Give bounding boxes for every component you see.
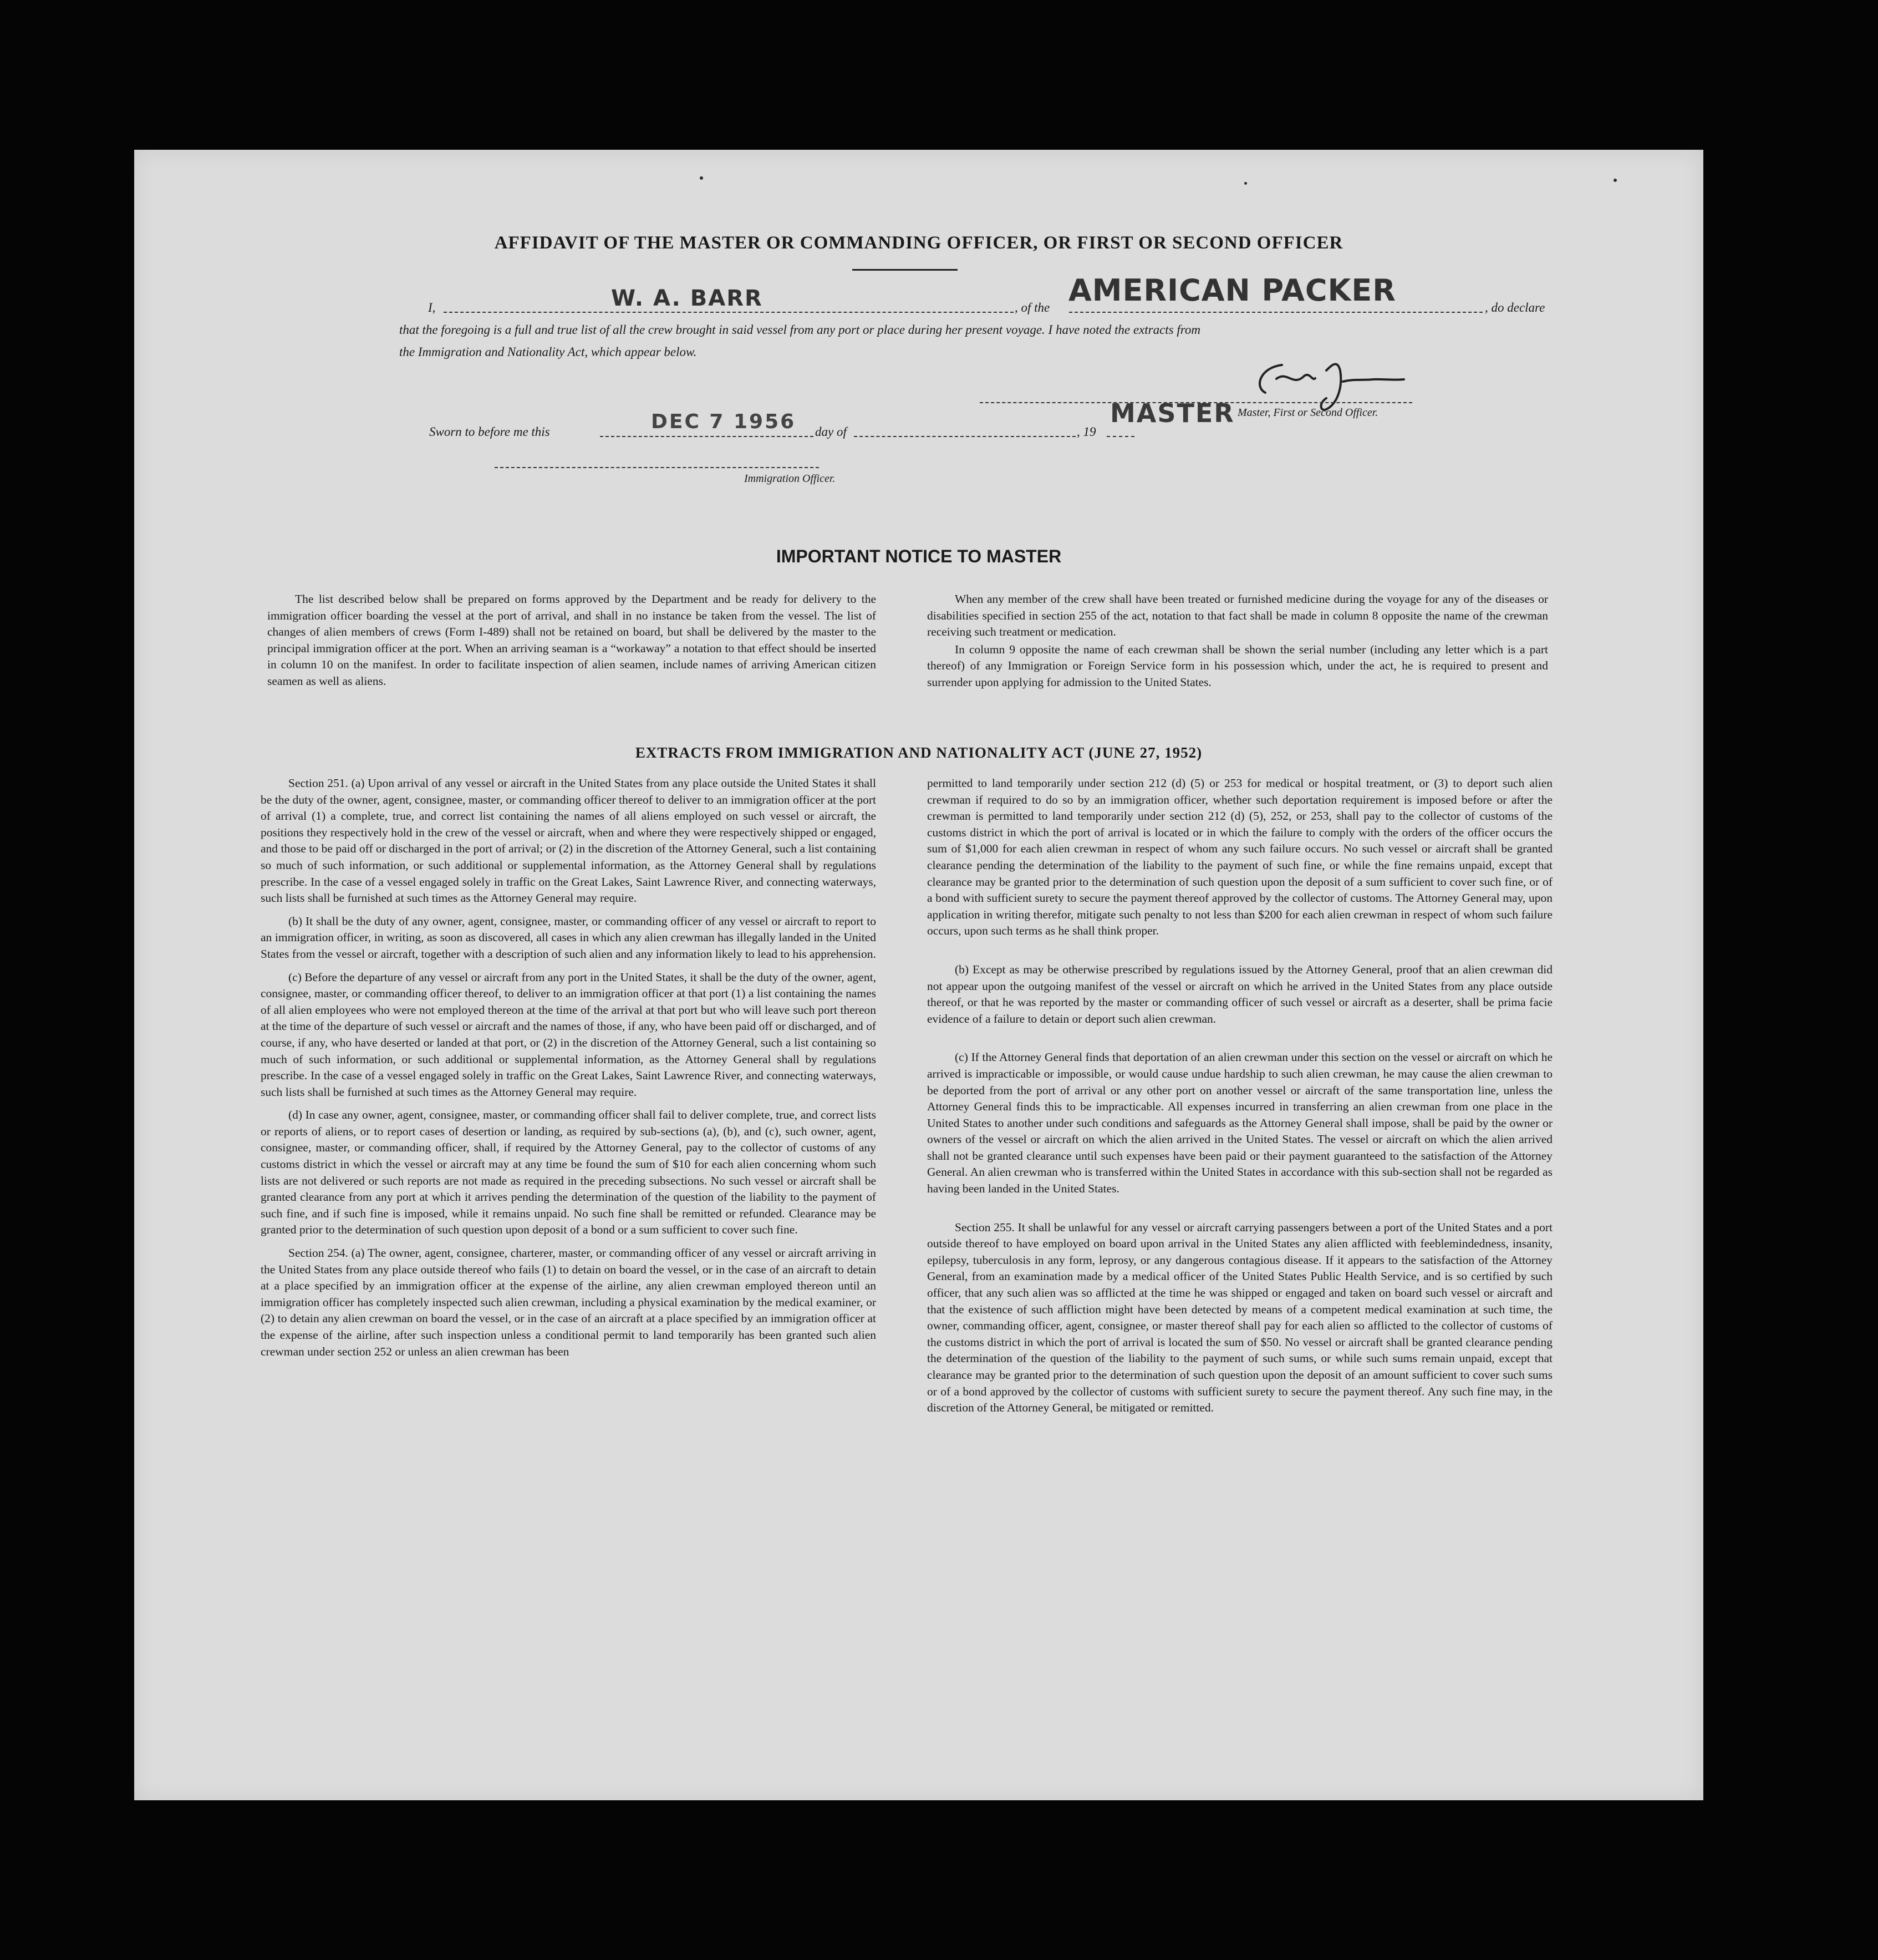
section-251c: (c) Before the departure of any vessel or aircraft from any port in the United States, it shall be the duty of the owner, agent, consignee, master, or commanding officer thereof, to deliver to an immigration officer at that port (1) a list containing the names of all alien employees who were not employed thereon at the time of the arrival at that port but who will leave such port thereon at the time of the departure of such vessel or aircraft and the names of those, if any, who have been paid off or discharged, and of course, if any, who have deserted or landed at that port, or (2) in the discretion of the Attorney General, such a list containing so much of such information, or such additional or supplemental information, as the Attorney General shall by regulations prescribe. In the case of a vessel engaged solely in traffic on the Great Lakes, Saint Lawrence River, and connecting waterways, such lists shall be furnished at such times as the Attorney General may require. <box>261 970 876 1099</box>
year-line <box>1107 436 1134 437</box>
extracts-left-column <box>261 775 876 1367</box>
of-the-label: , of the <box>1015 301 1050 314</box>
section-254a: Section 254. (a) The owner, agent, consignee, charterer, master, or commanding officer of any vessel or aircraft arriving in the United States from any place outside thereof who fails (1) to detain on board the vessel, or in the case of an aircraft to detain at a place specified by an immigration officer at the expense of the airline, any alien crewman employed thereon until an immigration officer has completely inspected such alien crewman, including a physical examination by the medical examiner, or (2) to detain any alien crewman on board the vessel, or in the case of an aircraft at a place specified by an immigration officer at the expense of the airline, after such inspection unless a conditional permit to land temporarily has been granted such alien crewman under section 252 or unless an alien crewman has been <box>261 1246 876 1358</box>
section-254c: (c) If the Attorney General finds that deportation of an alien crewman under this section on the vessel or aircraft on which he arrived is impracticable or impossible, or would cause undue hardship to such alien crewman, he may cause the alien crewman to be deported from the port of arrival or any other port on another vessel or aircraft of the same transportation line, unless the Attorney General finds this to be impracticable. All expenses incurred in transferring an alien crewman from one place in the United States to another under such conditions and safeguards as the Attorney General shall impose, shall be paid by the owner or owners of the vessel or aircraft on which the alien arrived in the United States. The vessel or aircraft on which the alien arrived shall not be granted clearance until such expenses have been paid or their payment guaranteed to the satisfaction of the Attorney General. An alien crewman who is transferred within the United States in accordance with this sub-section shall not be regarded as having been landed in the United States. <box>927 1050 1553 1196</box>
name-blank-line <box>444 312 1014 313</box>
declaration-line-2: the Immigration and Nationality Act, which appear below. <box>399 345 697 359</box>
notice-left-paragraph: The list described below shall be prepared on forms approved by the Department and be ready for delivery to the immigration officer boarding the vessel at the port of arrival, and shall in no instance be taken from the vessel. The list of changes of alien members of crews (Form I-489) shall not be retained on board, but shall be delivered by the master to the principal immigration officer at the port. When an arriving seaman is a “workaway” a notation to that effect should be inserted in column 10 on the manifest. In order to facilitate inspection of alien seamen, include names of arriving American citizen seamen as well as aliens. <box>267 592 876 688</box>
section-251b: (b) It shall be the duty of any owner, agent, consignee, master, or commanding officer of any vessel or aircraft to report to an immigration officer, in writing, as soon as discovered, all cases in which any alien crewman has illegally landed in the United States from the vessel or aircraft, together with a description of such alien and any information likely to lead to his apprehension. <box>261 914 876 961</box>
declaration-line-1: that the foregoing is a full and true list of all the crew brought in said vessel from any port or place during her present voyage. I have noted the extracts from <box>399 323 1200 337</box>
scan-speck <box>700 176 703 180</box>
notice-right-paragraph-2: In column 9 opposite the name of each crewman shall be shown the serial number (including any letter which is a part thereof) of any Immigration or Foreign Service form in his possession which, under the act, he is required to present and surrender upon applying for admission to the United States. <box>927 642 1548 689</box>
section-254a-continued: permitted to land temporarily under section 212 (d) (5) or 253 for medical or hospital treatment, or (3) to deport such alien crewman if required to do so by an immigration officer, whether such deportation requirement is imposed before or after the crewman is permitted to land temporarily under section 212 (d) (5), 252, or 253, shall pay to the collector of customs of the customs district in which the port of arrival is located or in which the failure to comply with the orders of the officer occurs the sum of $1,000 for each alien crewman in respect of whom any such failure occurs. No such vessel or aircraft shall be granted clearance pending the determination of the liability to the payment of such fine, or while the fine remains unpaid, except that clearance may be granted prior to the determination of such question upon the deposit of a sum sufficient to cover such fine, or of a bond with sufficient surety to secure the payment thereof approved by the collector of customs. The Attorney General may, upon application in writing therefor, mitigate such penalty to not less than $200 for each alien crewman in respect of whom such failure occurs, upon such terms as he shall think proper. <box>927 776 1553 938</box>
extracts-heading: EXTRACTS FROM IMMIGRATION AND NATIONALITY ACT (JUNE 27, 1952) <box>635 744 1203 761</box>
master-name-stamp: W. A. BARR <box>611 286 763 311</box>
scan-speck <box>1614 179 1617 182</box>
document-page <box>134 150 1703 1800</box>
signature-caption: Master, First or Second Officer. <box>1238 407 1378 419</box>
title-rule <box>852 269 958 271</box>
i-label: I, <box>428 301 436 314</box>
sworn-date-stamp: DEC 7 1956 <box>651 410 796 433</box>
notice-heading: IMPORTANT NOTICE TO MASTER <box>776 546 1062 566</box>
section-251a: Section 251. (a) Upon arrival of any vessel or aircraft in the United States from any place outside the United States it shall be the duty of the owner, agent, consignee, master, or commanding officer thereof to deliver to an immigration officer at the port of arrival (1) a complete, true, and correct list containing the names of all aliens employed on such vessel or aircraft, the positions they respectively hold in the crew of the vessel or aircraft, when and where they were respectively shipped or engaged, and those to be paid off or discharged in the port of arrival; or (2) in the discretion of the Attorney General, such a list containing so much of such information, or such additional or supplemental information, as the Attorney General shall by regulations prescribe. In the case of a vessel engaged solely in traffic on the Great Lakes, Saint Lawrence River, and connecting waterways, such lists shall be furnished at such times as the Attorney General may require. <box>261 776 876 905</box>
section-254b: (b) Except as may be otherwise prescribed by regulations issued by the Attorney General, proof that an alien crewman did not appear upon the outgoing manifest of the vessel or aircraft on which he arrived in the United States from any place outside thereof, or that he was reported by the master or commanding officer of such vessel or aircraft as a deserter, shall be prima facie evidence of a failure to detain or deport such alien crewman. <box>927 962 1553 1025</box>
signature-scribble <box>1243 354 1432 415</box>
extracts-right-column <box>927 775 1553 1423</box>
notice-right-paragraph-1: When any member of the crew shall have been treated or furnished medicine during the voyage for any of the diseases or disabilities specified in section 255 of the act, notation to that fact shall be made in column 8 opposite the name of the crewman receiving such treatment or medication. <box>927 592 1548 639</box>
affidavit-title: AFFIDAVIT OF THE MASTER OR COMMANDING OFFICER, OR FIRST OR SECOND OFFICER <box>494 233 1343 253</box>
master-title-stamp: MASTER <box>1110 398 1235 428</box>
vessel-name-stamp: AMERICAN PACKER <box>1068 273 1396 308</box>
day-of-label: day of <box>815 425 847 439</box>
scan-speck <box>1244 182 1247 185</box>
section-255: Section 255. It shall be unlawful for any vessel or aircraft carrying passengers between a port of the United States and a port outside thereof to have employed on board upon arrival in the United States any alien afflicted with feeblemindedness, insanity, epilepsy, tuberculosis in any form, leprosy, or any dangerous contagious disease. If it appears to the satisfaction of the Attorney General, from an examination made by a medical officer of the United States Public Health Service, and is so certified by such officer, that any such alien was so afflicted at the time he was shipped or engaged and taken on board such vessel or aircraft and that the existence of such affliction might have been detected by means of a competent medical examination at such time, the owner, commanding officer, agent, consignee, or master thereof shall pay for each alien so afflicted to the collector of customs of the customs district in which the port of arrival is located the sum of $50. No vessel or aircraft shall be granted clearance pending the determination of the question of the liability to the payment of such sums, or while such sums remain unpaid, except that clearance may be granted prior to the determination of such question upon the deposit of an amount sufficient to cover such sums or of a bond approved by the collector of customs with sufficient surety to secure the payment thereof. Any such fine may, in the discretion of the Attorney General, be mitigated or remitted. <box>927 1220 1553 1415</box>
notice-right-column <box>927 591 1548 698</box>
year-label: , 19 <box>1077 425 1096 439</box>
vessel-blank-line <box>1069 312 1483 313</box>
sworn-label: Sworn to before me this <box>429 425 550 439</box>
officer-caption: Immigration Officer. <box>744 473 836 485</box>
month-line <box>854 436 1076 437</box>
section-251d: (d) In case any owner, agent, consignee, master, or commanding officer shall fail to deliver complete, true, and correct lists or reports of aliens, or to report cases of desertion or landing, as required by sub-sections (a), (b), and (c), such owner, agent, consignee, master, or commanding officer, shall, if required by the Attorney General, pay to the collector of customs of any customs district in which the vessel or aircraft may at any time be found the sum of $10 for each alien concerning whom such lists are not delivered or such reports are not made as required in the preceding subsections. No such vessel or aircraft shall be granted clearance from any port at which it arrives pending the determination of the question of the liability to the payment of such fine, and if such fine is imposed, while it remains unpaid. No such fine shall be remitted or refunded. Clearance may be granted prior to the determination of such question upon deposit of a bond or a sum sufficient to cover such fine. <box>261 1108 876 1237</box>
notice-left-column <box>267 591 876 697</box>
officer-signature-line <box>495 467 819 468</box>
do-declare-label: , do declare <box>1485 301 1545 314</box>
sworn-day-line <box>600 436 813 437</box>
